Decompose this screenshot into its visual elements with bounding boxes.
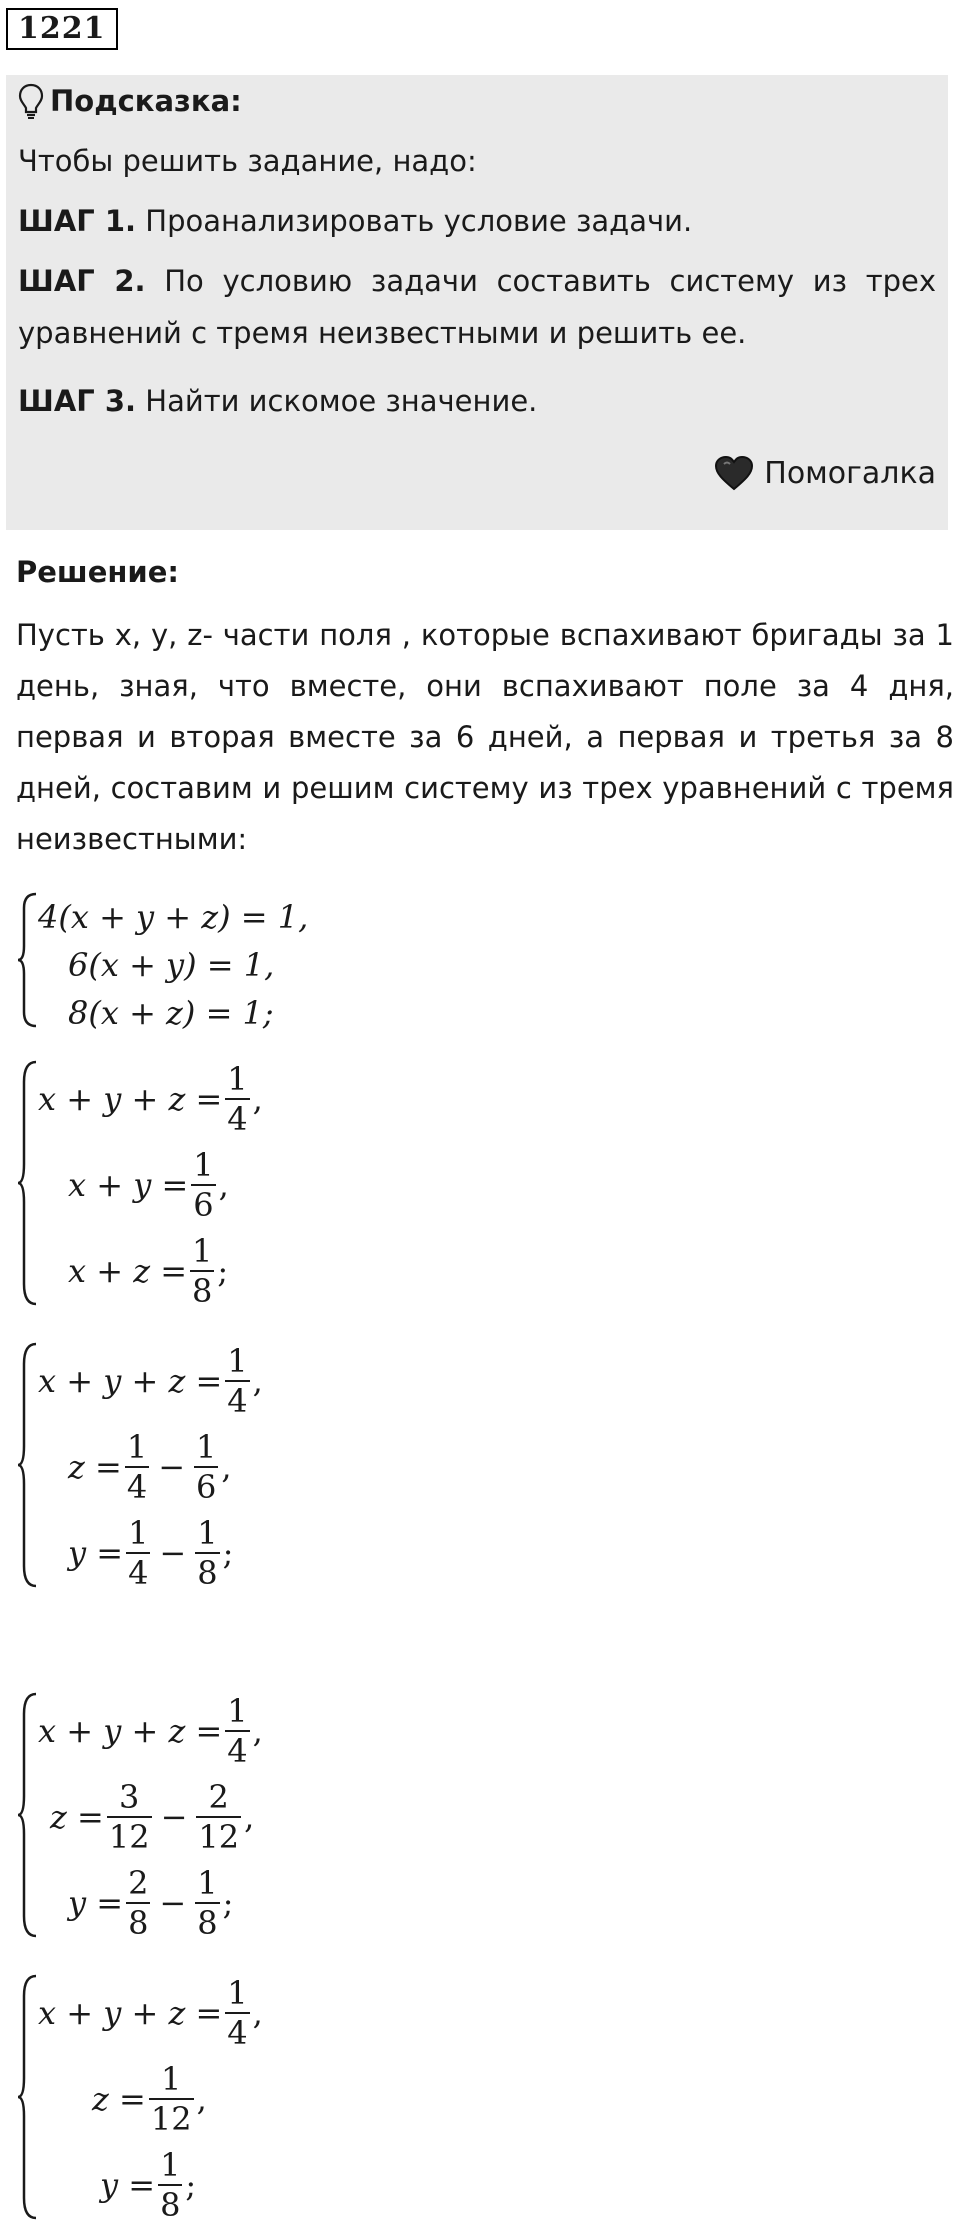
equation-lhs: x + y + z =	[38, 1994, 223, 2032]
equation-system-5	[16, 1972, 416, 2222]
equation-lhs: x + y + z =	[38, 1362, 223, 1400]
step-2-label: ШАГ 2.	[18, 264, 146, 298]
equation-3: 8(x + z) = 1;	[68, 994, 274, 1032]
step-1-text: Проанализировать условие задачи.	[145, 204, 693, 238]
equation-2: x + y = $\frac{1}{6}$ ,	[68, 1146, 229, 1224]
left-brace	[16, 890, 38, 1030]
fraction: $\frac{1}{4}$	[227, 1342, 248, 1420]
fraction: $\frac{1}{4}$	[128, 1514, 149, 1592]
equation-2: 6(x + y) = 1,	[68, 946, 275, 984]
equation-system-3	[16, 1340, 416, 1590]
equation-2: z = $\frac{1}{12}$ ,	[92, 2060, 207, 2138]
helper-link[interactable]	[714, 455, 936, 491]
equation-1: 4(x + y + z) = 1,	[38, 898, 309, 936]
equation-lhs: y =	[68, 1884, 124, 1922]
fraction: $\frac{2}{12}$	[198, 1778, 240, 1856]
fraction: $\frac{1}{4}$	[227, 1692, 248, 1770]
fraction: $\frac{1}{8}$	[197, 1514, 218, 1592]
equation-lhs: x + y =	[68, 1166, 189, 1204]
equation-lhs: z =	[92, 2080, 146, 2118]
equation-lhs: x + y + z =	[38, 1712, 223, 1750]
equation-1: x + y + z = $\frac{1}{4}$ ,	[38, 1974, 263, 2052]
step-3-label: ШАГ 3.	[18, 384, 137, 418]
task-number: 1221	[6, 8, 118, 50]
hint-step-2-line-1	[18, 255, 936, 307]
fraction: $\frac{1}{6}$	[193, 1146, 214, 1224]
heart-icon	[714, 455, 754, 491]
fraction: $\frac{3}{12}$	[108, 1778, 150, 1856]
helper-label: Помогалка	[764, 455, 936, 491]
solution-line: Пусть x, y, z- части поля , которые вспахивают бригады за 1	[16, 618, 954, 652]
solution-line: дней, составим и решим систему из трех уравнений с тремя	[16, 771, 954, 805]
equation-3: y = $\frac{1}{4}$ − $\frac{1}{8}$ ;	[68, 1514, 234, 1592]
hint-step-3	[18, 375, 936, 427]
equation-lhs: y =	[100, 2166, 156, 2204]
left-brace	[16, 1690, 38, 1940]
hint-step-2-line-2: уравнений с тремя неизвестными и решить ее.	[18, 316, 747, 350]
solution-line: первая и вторая вместе за 6 дней, а первая и третья за 8	[16, 720, 954, 754]
solution-text	[16, 610, 954, 865]
equation-3: y = $\frac{1}{8}$ ;	[100, 2146, 197, 2224]
left-brace	[16, 1340, 38, 1590]
left-brace	[16, 1058, 38, 1308]
equation-system-2	[16, 1058, 416, 1308]
step-2-text-1: По условию задачи составить систему из трех	[164, 264, 937, 298]
hint-title: Подсказка:	[50, 84, 242, 118]
equation-3: x + z = $\frac{1}{8}$ ;	[68, 1232, 229, 1310]
equation-2: z = $\frac{1}{4}$ − $\frac{1}{6}$ ,	[68, 1428, 232, 1506]
hint-panel	[6, 75, 948, 530]
equation-2: z = $\frac{3}{12}$ − $\frac{2}{12}$ ,	[50, 1778, 255, 1856]
equation-lhs: x + y + z =	[38, 1080, 223, 1118]
equation-1: x + y + z = $\frac{1}{4}$ ,	[38, 1692, 263, 1770]
step-1-label: ШАГ 1.	[18, 204, 137, 238]
equation-lhs: z =	[68, 1448, 122, 1486]
fraction: $\frac{1}{6}$	[196, 1428, 217, 1506]
equation-system-4	[16, 1690, 416, 1940]
solution-line: день, зная, что вместе, они вспахивают поле за 4 дня,	[16, 669, 954, 703]
left-brace	[16, 1972, 38, 2222]
fraction: $\frac{2}{8}$	[128, 1864, 149, 1942]
lightbulb-icon	[18, 83, 44, 119]
fraction: $\frac{1}{12}$	[150, 2060, 192, 2138]
solution-line: неизвестными:	[16, 822, 248, 856]
hint-step-1	[18, 195, 936, 247]
equation-lhs: x + z =	[68, 1252, 188, 1290]
hint-header	[18, 83, 242, 119]
fraction: $\frac{1}{8}$	[192, 1232, 213, 1310]
step-3-text: Найти искомое значение.	[145, 384, 538, 418]
fraction: $\frac{1}{8}$	[160, 2146, 181, 2224]
solution-title: Решение:	[16, 555, 180, 589]
equation-1: x + y + z = $\frac{1}{4}$ ,	[38, 1342, 263, 1420]
fraction: $\frac{1}{4}$	[126, 1428, 148, 1506]
fraction: $\frac{1}{4}$	[227, 1060, 248, 1138]
equation-1: x + y + z = $\frac{1}{4}$ ,	[38, 1060, 263, 1138]
equation-lhs: y =	[68, 1534, 124, 1572]
equation-lhs: z =	[50, 1798, 104, 1836]
fraction: $\frac{1}{8}$	[197, 1864, 218, 1942]
equation-3: y = $\frac{2}{8}$ − $\frac{1}{8}$ ;	[68, 1864, 234, 1942]
hint-intro: Чтобы решить задание, надо:	[18, 144, 477, 178]
fraction: $\frac{1}{4}$	[227, 1974, 248, 2052]
equation-system-1	[16, 890, 416, 1030]
